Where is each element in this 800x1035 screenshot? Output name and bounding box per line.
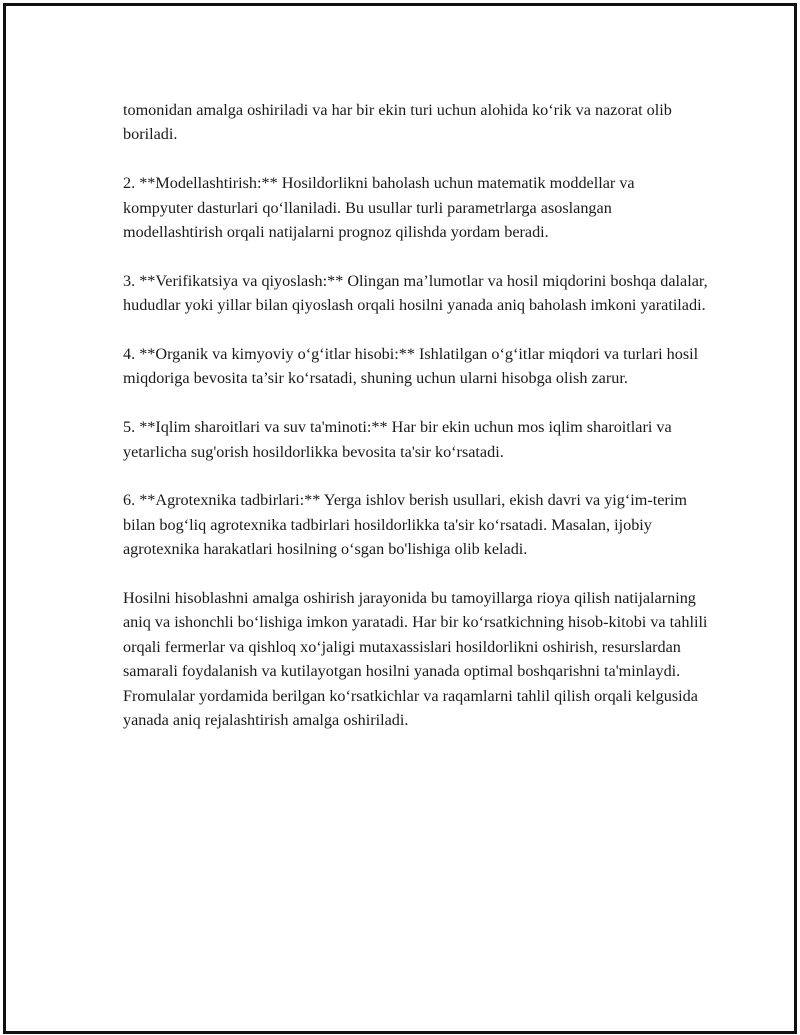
paragraph-continuation: tomonidan amalga oshiriladi va har bir ekin turi uchun alohida ko‘rik va nazorat olib boriladi. [123,101,672,144]
page-border [3,3,797,1034]
paragraph-conclusion: Hosilni hisoblashni amalga oshirish jarayonida bu tamoyillarga rioya qilish natijalarning aniq va ishonchli bo‘lishiga imkon yaratadi. Har bir ko‘rsatkichning hisob-kitobi va tahlili orqali fermerlar va qishloq xo‘jaligi mutaxassislari hosildorlikni oshirish, resurslardan samarali foydalanish va kutilayotgan hosilni yanada optimal boshqarishni ta'minlaydi. Fromulalar yordamida berilgan ko‘rsatkichlar va raqamlarni tahlil qilish orqali kelgusida yanada aniq rejalashtirish amalga oshiriladi. [123,589,708,730]
paragraph-iqlim-sharoitlari: 5. **Iqlim sharoitlari va suv ta'minoti:** Har bir ekin uchun mos iqlim sharoitlari va yetarlicha sug'orish hosildorlikka bevosita ta'sir ko‘rsatadi. [123,418,672,461]
document-body [123,98,708,732]
paragraph-modellashtirish: 2. **Modellashtirish:** Hosildorlikni baholash uchun matematik moddellar va kompyuter dasturlari qo‘llaniladi. Bu usullar turli parametrlarga asoslangan modellashtirish orqali natijalarni prognoz qilishda yordam beradi. [123,174,635,242]
paragraph-verifikatsiya: 3. **Verifikatsiya va qiyoslash:** Olingan ma’lumotlar va hosil miqdorini boshqa dalalar, hududlar yoki yillar bilan qiyoslash orqali hosilni yanada aniq baholash imkoni yaratiladi. [123,271,708,315]
paragraph-ogitlar-hisobi: 4. **Organik va kimyoviy o‘g‘itlar hisobi:** Ishlatilgan o‘g‘itlar miqdori va turlari hosil miqdoriga bevosita ta’sir ko‘rsatadi, shuning uchun ularni hisobga olish zarur. [123,345,699,388]
paragraph-agrotexnika: 6. **Agrotexnika tadbirlari:** Yerga ishlov berish usullari, ekish davri va yig‘im-terim bilan bog‘liq agrotexnika tadbirlari hosildorlikka ta'sir ko‘rsatadi. Masalan, ijobiy agrotexnika harakatlari hosilning o‘sgan bo'lishiga olib keladi. [123,491,687,559]
